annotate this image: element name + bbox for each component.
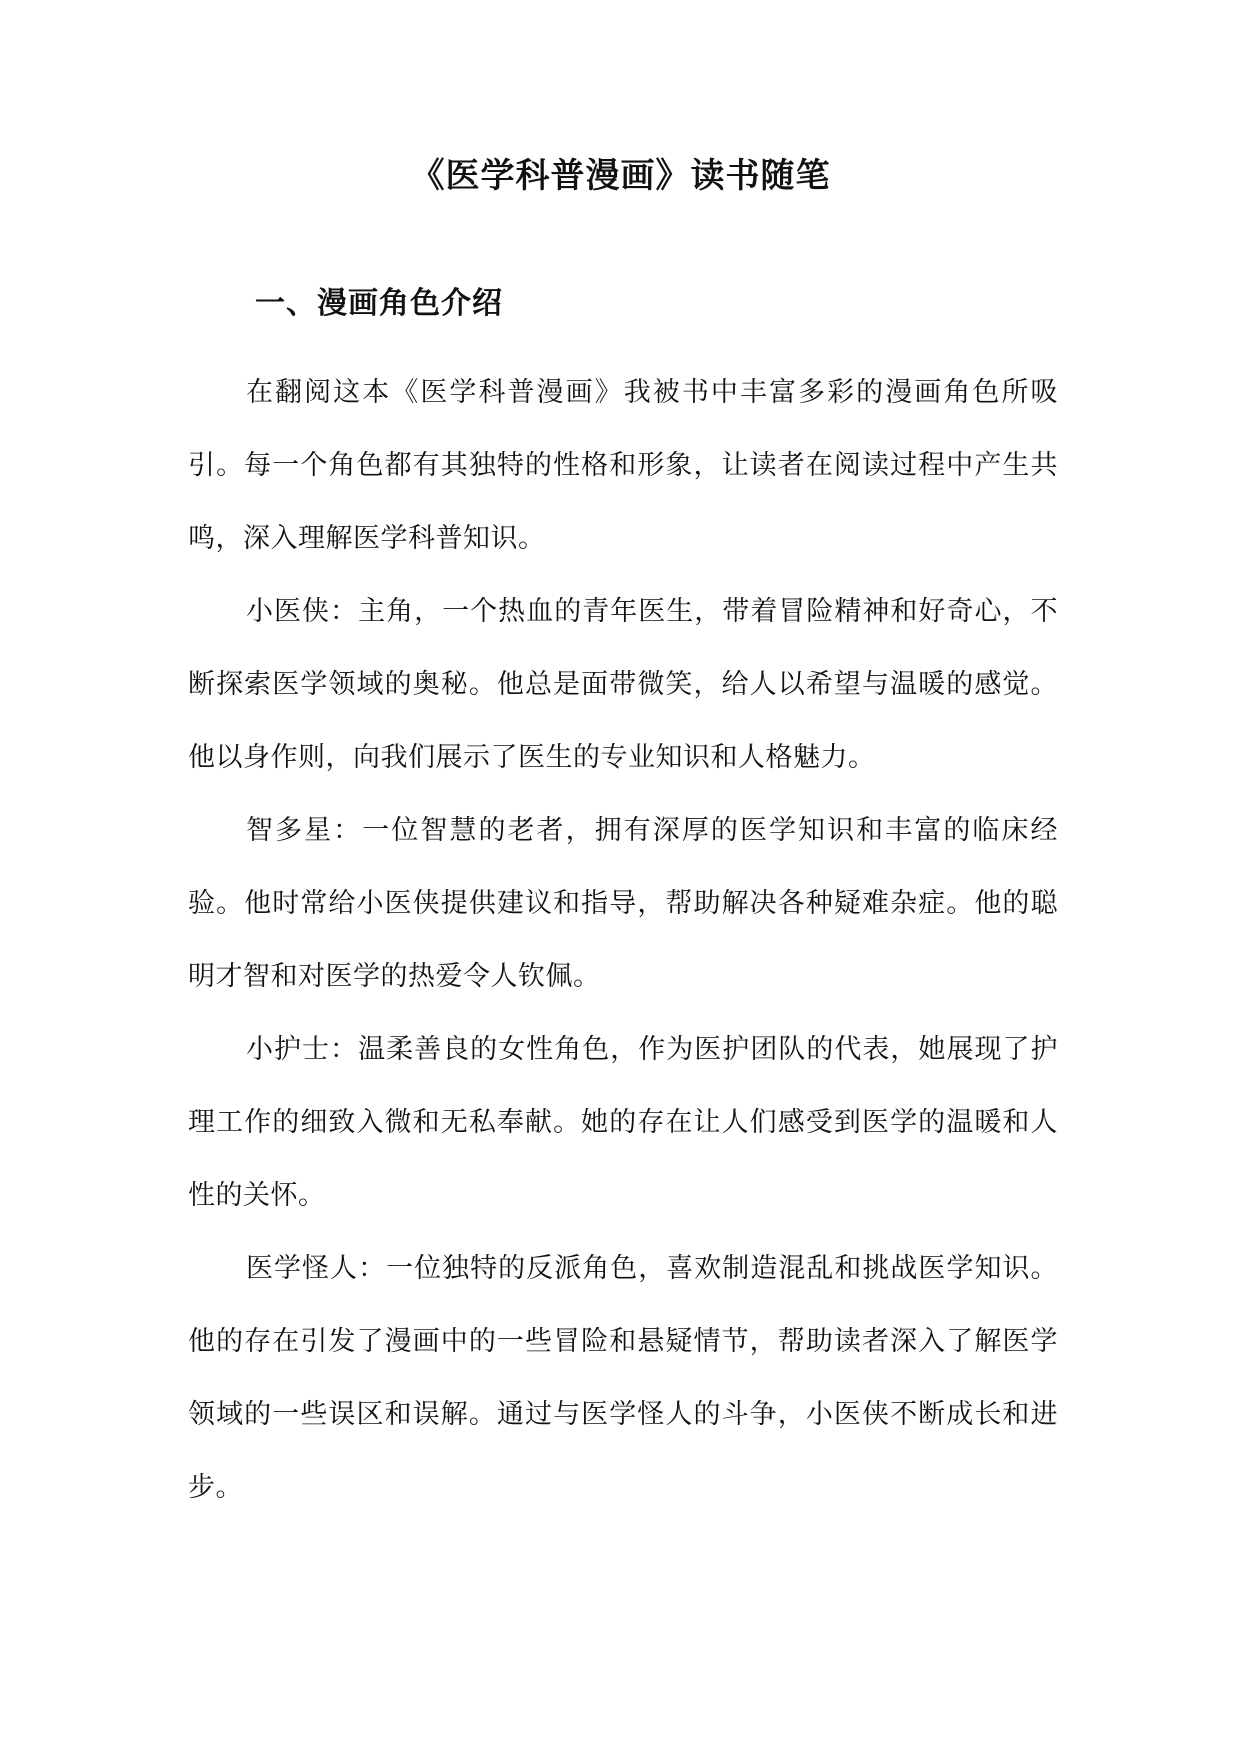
paragraph-xiao-hu-shi: 小护士：温柔善良的女性角色，作为医护团队的代表，她展现了护理工作的细致入微和无私奉献。她的存在让人们感受到医学的温暖和人性的关怀。 [188, 1034, 1058, 1211]
section-heading: 一、漫画角色介绍 [255, 286, 503, 321]
paragraph-zhi-duo-xing: 智多星：一位智慧的老者，拥有深厚的医学知识和丰富的临床经验。他时常给小医侠提供建议和指导，帮助解决各种疑难杂症。他的聪明才智和对医学的热爱令人钦佩。 [188, 815, 1058, 992]
document-title: 《医学科普漫画》读书随笔 [410, 156, 831, 196]
paragraph-xiao-yi-xia: 小医侠：主角，一个热血的青年医生，带着冒险精神和好奇心，不断探索医学领域的奥秘。他总是面带微笑，给人以希望与温暖的感觉。他以身作则，向我们展示了医生的专业知识和人格魅力。 [188, 596, 1058, 773]
paragraph-intro: 在翻阅这本《医学科普漫画》我被书中丰富多彩的漫画角色所吸引。每一个角色都有其独特的性格和形象，让读者在阅读过程中产生共鸣，深入理解医学科普知识。 [188, 377, 1058, 554]
paragraph-yi-xue-guai-ren: 医学怪人：一位独特的反派角色，喜欢制造混乱和挑战医学知识。他的存在引发了漫画中的一些冒险和悬疑情节，帮助读者深入了解医学领域的一些误区和误解。通过与医学怪人的斗争，小医侠不断成长和进步。 [188, 1253, 1058, 1503]
